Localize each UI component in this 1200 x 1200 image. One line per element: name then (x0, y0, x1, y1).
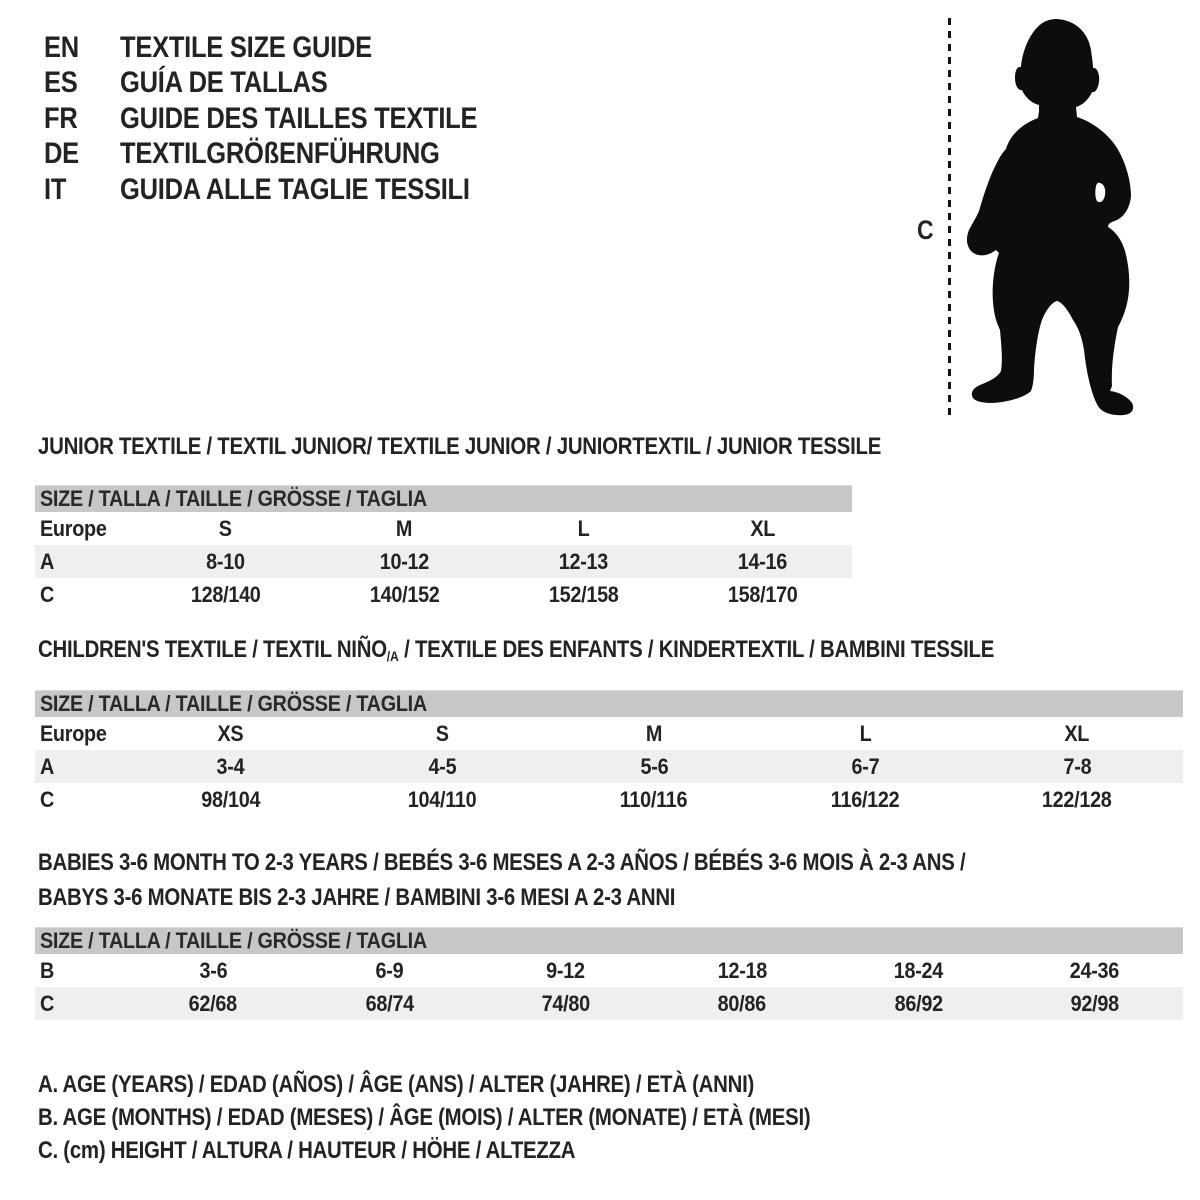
babies-title-line-1-text: BABIES 3-6 MONTH TO 2-3 YEARS / BEBÉS 3-6 MESES A 2-3 AÑOS / BÉBÉS 3-6 MOIS À 2-3 ANS / (38, 848, 966, 876)
value-cell (760, 787, 972, 813)
cell-value: 92/98 (1070, 990, 1119, 1016)
value-cell (337, 721, 549, 747)
cell-value: XL (750, 515, 775, 541)
children-section-title-text (38, 636, 994, 664)
cell-value: 12-13 (558, 548, 609, 574)
value-cell (136, 549, 315, 575)
cell-value: 152/158 (548, 581, 619, 607)
children-title-before: CHILDREN'S TEXTILE / TEXTIL NIÑO (38, 636, 387, 663)
table-row-c (35, 987, 1183, 1020)
language-code: IT (44, 172, 67, 206)
cell-value: 10-12 (379, 548, 430, 574)
cell-value: XS (217, 720, 244, 746)
language-guide-title: GUIDA ALLE TAGLIE TESSILI (120, 172, 470, 206)
cell-value: S (219, 515, 232, 541)
language-code-holder (44, 66, 120, 100)
language-code: ES (44, 66, 78, 100)
value-cell (125, 721, 337, 747)
legend-line-c (38, 1134, 947, 1167)
language-code-holder (44, 173, 120, 207)
toddler-silhouette-path (967, 19, 1133, 415)
value-cell (125, 958, 301, 984)
value-cell (494, 516, 673, 542)
babies-section-title (38, 845, 1129, 915)
cell-value: 7-8 (1063, 753, 1092, 779)
junior-section-title (38, 434, 1030, 460)
value-cell (315, 516, 494, 542)
value-cell (136, 582, 315, 608)
language-guide-title: GUÍA DE TALLAS (120, 66, 328, 100)
cell-value: 14-16 (737, 548, 788, 574)
value-cell (494, 582, 673, 608)
cell-value: L (577, 515, 590, 541)
value-cell (548, 721, 760, 747)
cell-value: 140/152 (369, 581, 440, 607)
cell-value: M (645, 720, 663, 746)
value-cell (125, 991, 301, 1017)
language-code: EN (44, 30, 79, 64)
size-header-label: SIZE / TALLA / TAILLE / GRÖSSE / TAGLIA (40, 486, 427, 511)
babies-title-line-2 (38, 880, 1129, 915)
babies-title-line-1 (38, 845, 1129, 880)
row-label-cell (35, 721, 125, 747)
cell-value: M (396, 515, 413, 541)
legend-line-a (38, 1068, 947, 1101)
value-cell (315, 549, 494, 575)
cell-value: 116/122 (831, 786, 900, 812)
language-code-holder (44, 102, 120, 136)
language-row-en (44, 30, 540, 66)
cell-value: XL (1064, 720, 1090, 746)
junior-size-table (35, 485, 852, 611)
value-cell (125, 754, 337, 780)
cell-value: 5-6 (640, 753, 668, 779)
row-label: C (40, 990, 55, 1016)
value-cell (654, 991, 830, 1017)
toddler-silhouette-image (960, 15, 1145, 421)
row-label-cell (35, 754, 125, 780)
value-cell (760, 721, 972, 747)
value-cell (301, 991, 477, 1017)
language-row-it (44, 172, 540, 208)
cell-value: 158/170 (727, 581, 798, 607)
row-label-cell (35, 549, 136, 575)
height-measure-label-text: C (917, 215, 934, 245)
language-code: FR (44, 101, 78, 135)
cell-value: 80/86 (718, 990, 767, 1016)
value-cell (673, 549, 852, 575)
babies-size-table (35, 927, 1183, 1020)
value-cell (971, 721, 1183, 747)
legend (38, 1068, 947, 1167)
cell-value: 24-36 (1070, 957, 1120, 983)
cell-value: 110/116 (620, 786, 688, 812)
cell-value: 8-10 (206, 548, 245, 574)
size-header-bar (35, 485, 852, 512)
row-label-cell (35, 787, 125, 813)
value-cell (478, 958, 654, 984)
cell-value: 104/110 (408, 786, 477, 812)
cell-value: L (859, 720, 872, 746)
cell-value: 122/128 (1042, 786, 1113, 812)
babies-title-line-2-text: BABYS 3-6 MONATE BIS 2-3 JAHRE / BAMBINI 3-6 MESI A 2-3 ANNI (38, 883, 676, 911)
cell-value: 3-4 (216, 753, 245, 779)
value-cell (654, 958, 830, 984)
value-cell (971, 754, 1183, 780)
language-row-es (44, 66, 540, 102)
legend-line-b (38, 1101, 947, 1134)
value-cell (337, 787, 549, 813)
language-code-holder (44, 137, 120, 171)
children-title-subscript: /A (386, 648, 399, 664)
cell-value: 86/92 (894, 990, 943, 1016)
table-row-b (35, 954, 1183, 987)
cell-value: 68/74 (365, 990, 414, 1016)
row-label: Europe (40, 515, 107, 541)
row-label: B (40, 957, 55, 983)
language-row-fr (44, 101, 540, 137)
cell-value: 12-18 (717, 957, 767, 983)
value-cell (136, 516, 315, 542)
cell-value: 6-9 (375, 957, 404, 983)
row-label: A (40, 753, 55, 779)
size-header-bar (35, 690, 1183, 717)
cell-value: 62/68 (189, 990, 238, 1016)
value-cell (301, 958, 477, 984)
cell-value: 98/104 (201, 786, 261, 812)
language-code: DE (44, 137, 79, 171)
value-cell (830, 958, 1006, 984)
cell-value: 74/80 (541, 990, 590, 1016)
cell-value: 18-24 (893, 957, 944, 983)
value-cell (673, 516, 852, 542)
row-label-cell (35, 516, 136, 542)
row-label: C (40, 581, 55, 607)
legend-line-b-text: B. AGE (MONTHS) / EDAD (MESES) / ÂGE (MOIS) / ALTER (MONATE) / ETÀ (MESI) (38, 1103, 811, 1131)
size-header-label: SIZE / TALLA / TAILLE / GRÖSSE / TAGLIA (40, 691, 427, 716)
value-cell (548, 754, 760, 780)
children-section-title (38, 637, 1163, 663)
cell-value: S (435, 720, 449, 746)
table-row-c (35, 783, 1183, 816)
value-cell (760, 754, 972, 780)
children-size-table (35, 690, 1183, 816)
legend-line-a-text: A. AGE (YEARS) / EDAD (AÑOS) / ÂGE (ANS) / ALTER (JAHRE) / ETÀ (ANNI) (38, 1070, 755, 1098)
row-label-cell (35, 582, 136, 608)
language-guide-title: TEXTILGRÖßENFÜHRUNG (120, 137, 440, 171)
value-cell (548, 787, 760, 813)
value-cell (1007, 958, 1183, 984)
value-cell (478, 991, 654, 1017)
row-label-cell (35, 958, 125, 984)
cell-value: 6-7 (851, 753, 880, 779)
value-cell (971, 787, 1183, 813)
language-title-list (44, 30, 540, 208)
row-label: C (40, 786, 55, 812)
table-row-a (35, 545, 852, 578)
row-label-cell (35, 991, 125, 1017)
value-cell (494, 549, 673, 575)
legend-line-c-text: C. (cm) HEIGHT / ALTURA / HAUTEUR / HÖHE / ALTEZZA (38, 1136, 576, 1164)
height-measure-label-c (917, 215, 936, 246)
table-row-c (35, 578, 852, 611)
children-title-after: / TEXTILE DES ENFANTS / KINDERTEXTIL / BAMBINI TESSILE (398, 636, 995, 663)
value-cell (315, 582, 494, 608)
language-guide-title: GUIDE DES TAILLES TEXTILE (120, 101, 478, 135)
cell-value: 4-5 (428, 753, 457, 779)
table-row-europe (35, 512, 852, 545)
row-label: A (40, 548, 55, 574)
language-row-de (44, 137, 540, 173)
row-label: Europe (40, 720, 107, 746)
table-row-europe (35, 717, 1183, 750)
size-header-bar (35, 927, 1183, 954)
language-guide-title: TEXTILE SIZE GUIDE (120, 30, 372, 64)
value-cell (673, 582, 852, 608)
cell-value: 9-12 (546, 957, 586, 983)
cell-value: 3-6 (199, 957, 228, 983)
value-cell (125, 787, 337, 813)
table-row-a (35, 750, 1183, 783)
value-cell (1007, 991, 1183, 1017)
value-cell (337, 754, 549, 780)
value-cell (830, 991, 1006, 1017)
size-header-label: SIZE / TALLA / TAILLE / GRÖSSE / TAGLIA (40, 928, 427, 953)
language-code-holder (44, 31, 120, 65)
junior-section-title-text: JUNIOR TEXTILE / TEXTIL JUNIOR/ TEXTILE JUNIOR / JUNIORTEXTIL / JUNIOR TESSILE (38, 433, 882, 460)
height-measure-dashed-line (948, 18, 951, 415)
cell-value: 128/140 (190, 581, 261, 607)
